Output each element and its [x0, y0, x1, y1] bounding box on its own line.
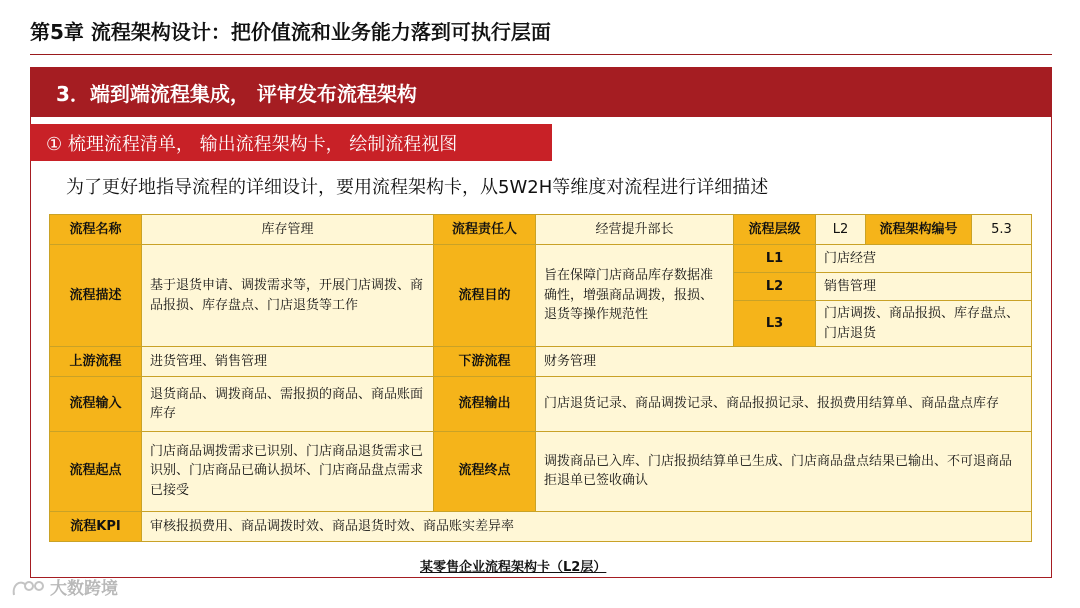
level-l1-name: 门店经营: [816, 245, 1032, 273]
step-title: ① 梳理流程清单， 输出流程架构卡， 绘制流程视图: [46, 133, 458, 155]
intro-text: 为了更好地指导流程的详细设计，要用流程架构卡，从5W2H等维度对流程进行详细描述: [66, 177, 769, 198]
purpose-label: 流程目的: [434, 245, 536, 347]
upstream-value: 进货管理、销售管理: [142, 347, 434, 377]
input-value: 退货商品、调拨商品、需报损的商品、商品账面库存: [142, 377, 434, 431]
downstream-value: 财务管理: [536, 347, 1032, 377]
level-l1-label: L1: [734, 245, 816, 273]
start-value: 门店商品调拨需求已识别、门店商品退货需求已识别、门店商品已确认损坏、门店商品盘点需求已接受: [142, 431, 434, 511]
owner-label: 流程责任人: [434, 215, 536, 245]
level-l3-label: L3: [734, 301, 816, 347]
upstream-label: 上游流程: [50, 347, 142, 377]
table-row: [50, 377, 1032, 431]
section-banner: [30, 67, 1052, 117]
table-row: [50, 511, 1032, 541]
step-banner: [30, 124, 552, 161]
table-row: [50, 215, 1032, 245]
start-label: 流程起点: [50, 431, 142, 511]
input-label: 流程输入: [50, 377, 142, 431]
process-architecture-card: [49, 214, 1032, 542]
code-value: 5.3: [972, 215, 1032, 245]
owner-value: 经营提升部长: [536, 215, 734, 245]
output-value: 门店退货记录、商品调拨记录、商品报损记录、报损费用结算单、商品盘点库存: [536, 377, 1032, 431]
level-l2-name: 销售管理: [816, 273, 1032, 301]
watermark: [10, 574, 118, 599]
section-title: 3．端到端流程集成， 评审发布流程架构: [56, 81, 417, 106]
end-label: 流程终点: [434, 431, 536, 511]
kpi-value: 审核报损费用、商品调拨时效、商品退货时效、商品账实差异率: [142, 511, 1032, 541]
purpose-value: 旨在保障门店商品库存数据准确性，增强商品调拨，报损、退货等操作规范性: [536, 245, 734, 347]
table-caption: 某零售企业流程架构卡（L2层）: [420, 560, 607, 575]
title-divider: [30, 54, 1052, 55]
level-value: L2: [816, 215, 866, 245]
code-label: 流程架构编号: [866, 215, 972, 245]
level-l2-label: L2: [734, 273, 816, 301]
name-label: 流程名称: [50, 215, 142, 245]
table-row: [50, 347, 1032, 377]
desc-label: 流程描述: [50, 245, 142, 347]
table-row: [50, 245, 1032, 273]
watermark-logo-icon: [10, 575, 46, 599]
chapter-title: 第5章 流程架构设计：把价值流和业务能力落到可执行层面: [30, 20, 551, 44]
output-label: 流程输出: [434, 377, 536, 431]
name-value: 库存管理: [142, 215, 434, 245]
kpi-label: 流程KPI: [50, 511, 142, 541]
level-label: 流程层级: [734, 215, 816, 245]
downstream-label: 下游流程: [434, 347, 536, 377]
table-row: [50, 431, 1032, 511]
watermark-text: 大数跨境: [50, 579, 118, 599]
desc-value: 基于退货申请、调拨需求等，开展门店调拨、商品报损、库存盘点、门店退货等工作: [142, 245, 434, 347]
level-l3-name: 门店调拨、商品报损、库存盘点、门店退货: [816, 301, 1032, 347]
end-value: 调拨商品已入库、门店报损结算单已生成、门店商品盘点结果已输出、不可退商品拒退单已签收确认: [536, 431, 1032, 511]
